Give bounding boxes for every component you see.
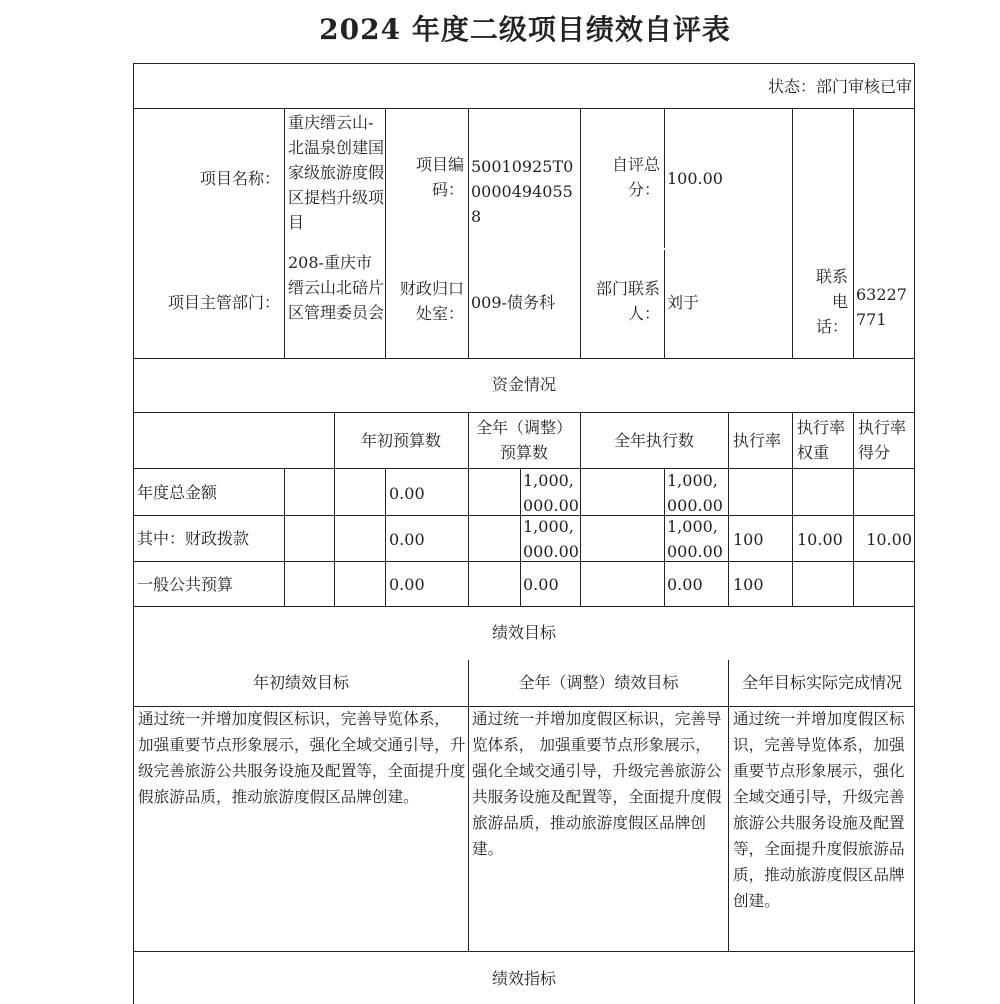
goals-initial-text: 通过统一并增加度假区标识，完善导览体系， 加强重要节点形象展示，强化全域交通引导，升级完善旅游公共服务设施及配置等，全面提升度假旅游品质，推动旅游度假区品牌创建。 xyxy=(138,710,466,806)
col-divider xyxy=(580,108,581,358)
row-divider xyxy=(133,358,915,359)
header-weight: 执行率权重 xyxy=(797,418,846,462)
project-name-label: 项目名称： xyxy=(199,169,280,188)
goals-section-title: 绩效目标 xyxy=(491,623,556,642)
table-border-top xyxy=(133,63,915,64)
col-divider xyxy=(664,108,665,248)
cell-adjusted: 1,000,000.00 xyxy=(523,471,579,515)
table-border-right xyxy=(914,63,915,1004)
table-row-label: 其中：财政拨款 xyxy=(137,529,250,548)
finance-office: 009-债务科 xyxy=(471,293,555,312)
row-divider xyxy=(133,412,915,413)
cell-rate: 100 xyxy=(733,575,764,594)
project-code-label: 项目编码： xyxy=(415,155,464,199)
goals-col-actual: 全年目标实际完成情况 xyxy=(741,673,902,692)
goals-col-adjusted: 全年（调整）绩效目标 xyxy=(518,673,679,692)
col-divider xyxy=(385,108,386,358)
header-actual: 全年执行数 xyxy=(613,431,694,450)
col-divider xyxy=(284,108,285,358)
cell-adjusted: 0.00 xyxy=(523,575,559,594)
col-divider xyxy=(664,468,665,606)
goals-col-initial: 年初绩效目标 xyxy=(252,673,349,692)
cell-initial: 0.00 xyxy=(389,530,425,549)
col-divider xyxy=(385,468,386,606)
cell-rate: 100 xyxy=(733,530,764,549)
cell-actual: 1,000,000.00 xyxy=(667,517,723,561)
col-divider xyxy=(728,468,729,606)
col-divider xyxy=(853,108,854,358)
col-divider xyxy=(468,412,469,468)
col-divider xyxy=(334,468,335,606)
dept: 208-重庆市缙云山北碚片区管理委员会 xyxy=(288,253,385,322)
header-initial-budget: 年初预算数 xyxy=(360,431,441,450)
phone-label: 联系电话： xyxy=(815,267,848,336)
table-border-left xyxy=(133,63,134,1004)
header-adjusted-budget: 全年（调整）预算数 xyxy=(475,418,572,462)
col-divider xyxy=(792,108,793,358)
col-divider xyxy=(664,250,665,358)
cell-initial: 0.00 xyxy=(389,484,425,503)
table-row-label: 年度总金额 xyxy=(137,483,218,502)
goals-adjusted-text: 通过统一并增加度假区标识，完善导览体系， 加强重要节点形象展示，强化全域交通引导，升级完善旅游公共服务设施及配置等，全面提升度假旅游品质，推动旅游度假区品牌创建。 xyxy=(472,710,722,858)
col-divider xyxy=(728,412,729,468)
status-text: 状态：部门审核已审 xyxy=(767,77,912,96)
row-divider xyxy=(133,108,915,109)
cell-initial: 0.00 xyxy=(389,575,425,594)
col-divider xyxy=(853,412,854,468)
col-divider xyxy=(468,660,469,951)
header-rate: 执行率 xyxy=(733,431,782,450)
header-score: 执行率得分 xyxy=(858,418,907,462)
funds-section-title: 资金情况 xyxy=(491,375,556,394)
col-divider xyxy=(728,660,729,951)
col-divider xyxy=(468,468,469,606)
cell-adjusted: 1,000,000.00 xyxy=(523,517,579,561)
cell-weight: 10.00 xyxy=(797,530,843,549)
col-divider xyxy=(468,108,469,358)
self-score: 100.00 xyxy=(667,169,723,188)
row-divider xyxy=(133,951,915,952)
row-divider xyxy=(133,606,915,607)
col-divider xyxy=(792,468,793,606)
project-name: 重庆缙云山-北温泉创建国家级旅游度假区提档升级项目 xyxy=(288,113,385,232)
dept-contact: 刘于 xyxy=(667,293,700,312)
col-divider xyxy=(853,468,854,606)
col-divider xyxy=(284,468,285,606)
table-row-label: 一般公共预算 xyxy=(137,575,234,594)
page-title: 2024 年度二级项目绩效自评表 xyxy=(319,13,731,46)
col-divider xyxy=(580,468,581,606)
col-divider xyxy=(520,468,521,606)
goals-actual-text: 通过统一并增加度假区标识，完善导览体系，加强重要节点形象展示，强化全域交通引导，升级完善旅游公共服务设施及配置等，全面提升度假旅游品质，推动旅游度假区品牌创建。 xyxy=(733,710,905,910)
finance-office-label: 财政归口处室： xyxy=(399,279,464,323)
cell-score: 10.00 xyxy=(866,530,912,549)
cell-actual: 0.00 xyxy=(667,575,703,594)
cell-actual: 1,000,000.00 xyxy=(667,471,723,515)
col-divider xyxy=(792,412,793,468)
phone: 63227771 xyxy=(856,285,907,329)
indicators-section-title: 绩效指标 xyxy=(491,969,556,988)
project-code: 50010925T000004940558 xyxy=(471,157,574,226)
dept-contact-label: 部门联系人： xyxy=(595,279,660,323)
self-score-label: 自评总分： xyxy=(611,155,660,199)
dept-label: 项目主管部门： xyxy=(167,293,280,312)
